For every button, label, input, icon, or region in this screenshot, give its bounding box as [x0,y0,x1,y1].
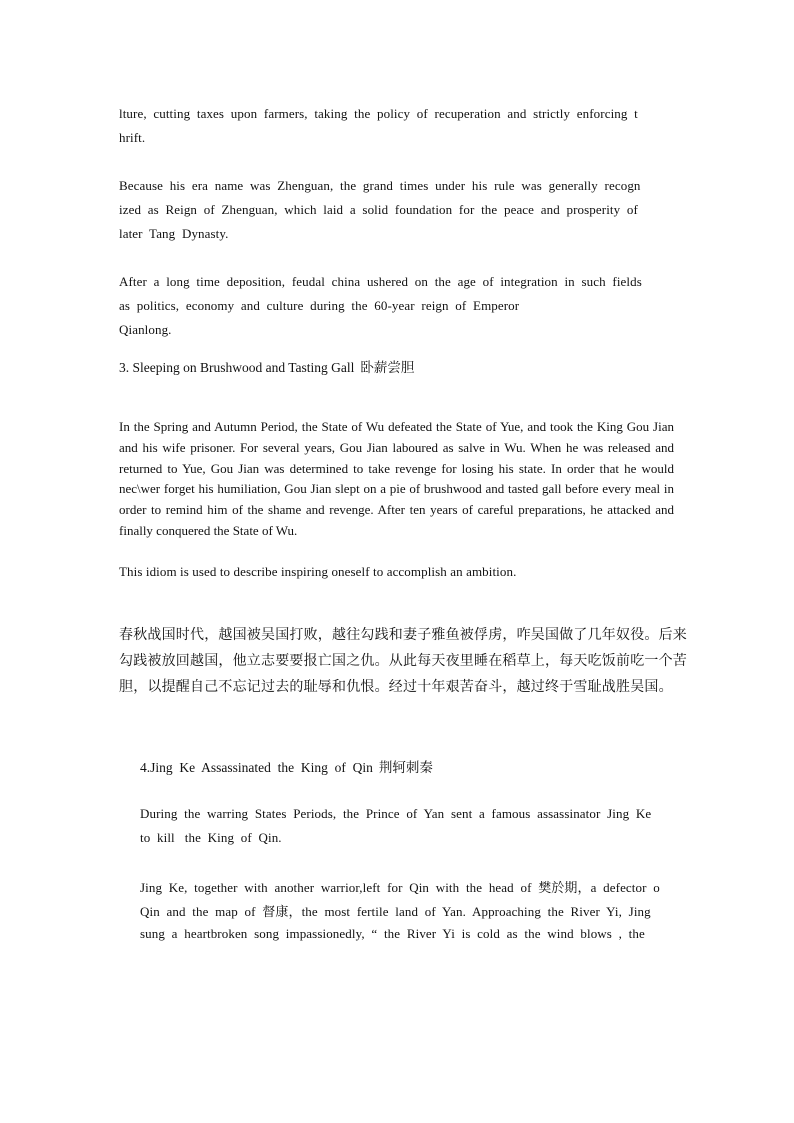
chinese-line: 胆，以提醒自己不忘记过去的耻辱和仇恨。经过十年艰苦奋斗，越过终于雪耻战胜吴国。 [119,679,673,695]
section-3-english-paragraph [119,417,674,542]
paragraph-line: as politics, economy and culture during the 60-year reign of Emperor [119,298,520,313]
heading-text-chinese: 卧薪尝胆 [360,360,415,376]
paragraph-line: hrift. [119,130,146,145]
paragraph-line: Qin and the map of 督康，the most fertile land of Yan. Approaching the River Yi, Jing [140,904,651,919]
paragraph-line: to kill the King of Qin. [140,830,282,845]
section-4-heading [140,756,433,776]
heading-text: 3. Sleeping on Brushwood and Tasting Gall [119,360,355,375]
section-3-heading [119,356,414,376]
paragraph-line: Jing Ke, together with another warrior,left for Qin with the head of 樊於期，a defector o [140,880,660,895]
chinese-line: 勾践被放回越国，他立志要要报亡国之仇。从此每天夜里睡在稻草上，每天吃饭前吃一个苦 [119,653,687,669]
section-3-chinese-paragraph [119,622,687,700]
paragraph-text: In the Spring and Autumn Period, the State of Wu defeated the State of Yue, and took the King Gou Jian and his wife prisoner. For several years, Gou Jian laboured as salve in Wu. When he was released and returned to Yue, Gou Jian was determined to take revenge for losing his state. In order that he would nec\wer forget his humiliation, Gou Jian slept on a pie of brushwood and tasted gall before every meal in order to remind him of the shame and revenge. After ten years of careful preparations, he attacked and finally conquered the State of Wu. [119,419,674,538]
paragraph-line: later Tang Dynasty. [119,226,229,241]
paragraph-line: sung a heartbroken song impassionedly, “ the River Yi is cold as the wind blows , the [140,926,645,941]
heading-text-chinese: 荆轲刺秦 [378,760,433,776]
heading-text: 4.Jing Ke Assassinated the King of Qin [140,760,373,775]
idiom-usage-text: This idiom is used to describe inspiring oneself to accomplish an ambition. [119,564,517,579]
paragraph-line: lture, cutting taxes upon farmers, taking the policy of recuperation and strictly enforcing t [119,106,638,121]
paragraph-line: After a long time deposition, feudal china ushered on the age of integration in such fields [119,274,642,289]
chinese-line: 春秋战国时代，越国被吴国打败，越往勾践和妻子雅鱼被俘虏，咋吴国做了几年奴役。后来 [119,627,687,643]
paragraph-line: Qianlong. [119,322,172,337]
paragraph-line: ized as Reign of Zhenguan, which laid a solid foundation for the peace and prosperity of [119,202,638,217]
paragraph-line: Because his era name was Zhenguan, the grand times under his rule was generally recogn [119,178,641,193]
paragraph-line: During the warring States Periods, the Prince of Yan sent a famous assassinator Jing Ke [140,806,652,821]
